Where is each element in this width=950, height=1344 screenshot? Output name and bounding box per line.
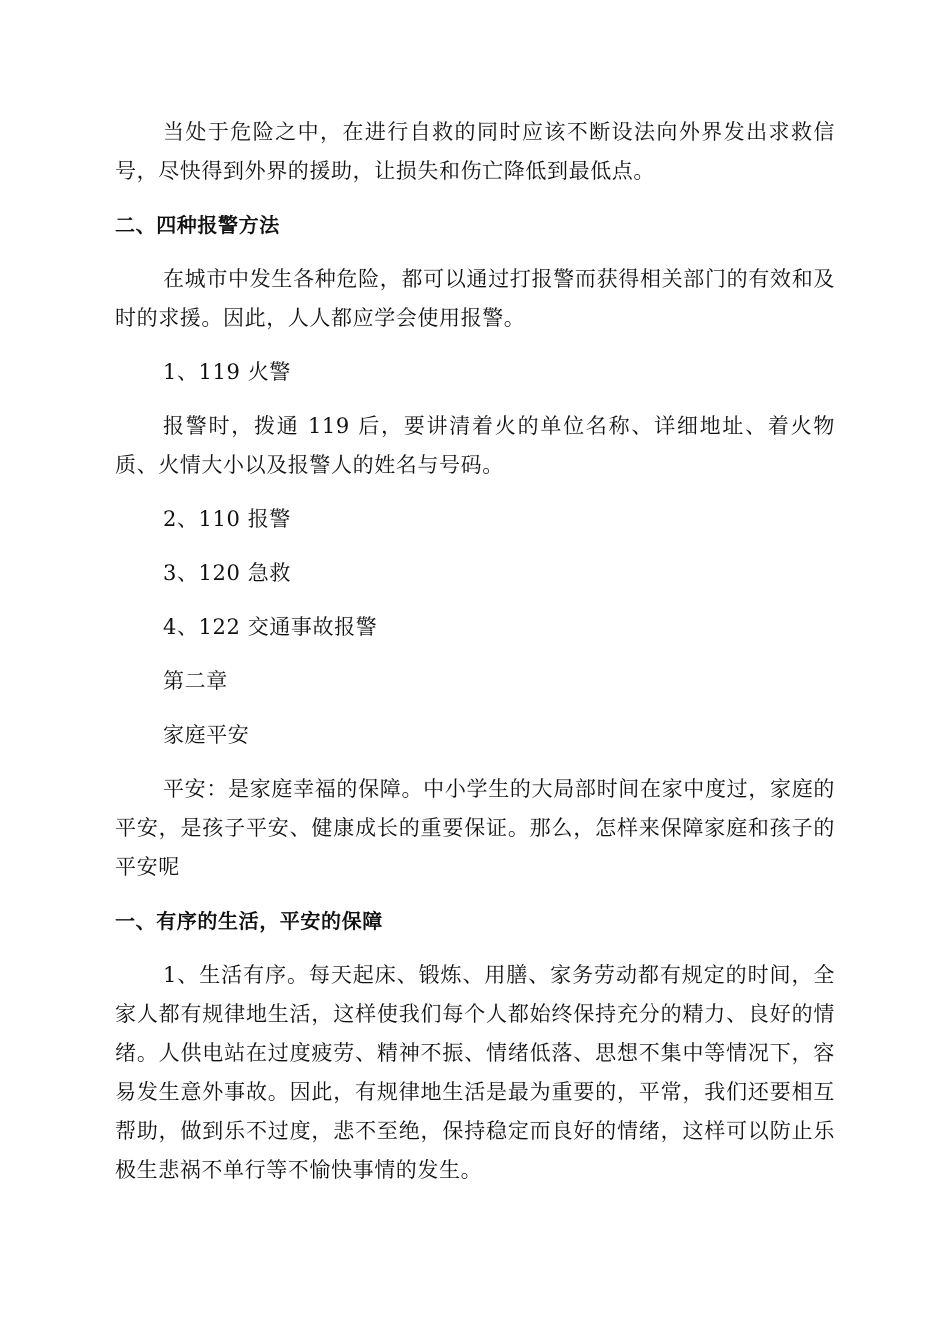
paragraph-orderly-life: 1、生活有序。每天起床、锻炼、用膳、家务劳动都有规定的时间，全家人都有规律地生活，这样使我们每个人都始终保持充分的精力、良好的情绪。人供电站在过度疲劳、精神不振、情绪低落、思想不集中等情况下，容易发生意外事故。因此，有规律地生活是最为重要的，平常，我们还要相互帮助，做到乐不过度，悲不至绝，保持稳定而良好的情绪，这样可以防止乐极生悲祸不单行等不愉快事情的发生。 [115,963,835,1182]
section-heading-alarm-methods: 二、四种报警方法 [115,213,280,237]
list-item-police-110: 2、110 报警 [163,507,291,531]
paragraph-family-safety: 平安：是家庭幸福的保障。中小学生的大局部时间在家中度过，家庭的平安，是孩子平安、健康成长的重要保证。那么，怎样来保障家庭和孩子的平安呢 [115,777,835,879]
list-item-traffic-122: 4、122 交通事故报警 [163,615,378,639]
list-item-ambulance-120: 3、120 急救 [163,561,291,585]
section-heading-orderly-life: 一、有序的生活，平安的保障 [115,909,383,933]
paragraph-distress-signal: 当处于危险之中，在进行自救的同时应该不断设法向外界发出求救信号，尽快得到外界的援助，让损失和伤亡降低到最低点。 [115,120,835,183]
document-page [115,113,835,1205]
paragraph-city-alarm: 在城市中发生各种危险，都可以通过打报警而获得相关部门的有效和及时的求援。因此，人人都应学会使用报警。 [115,267,835,330]
chapter-label: 第二章 [163,669,228,693]
list-item-fire-119: 1、119 火警 [163,360,291,384]
paragraph-fire-report: 报警时，拨通 119 后，要讲清着火的单位名称、详细地址、着火物质、火情大小以及报警人的姓名与号码。 [115,414,835,477]
chapter-title: 家庭平安 [163,723,250,747]
